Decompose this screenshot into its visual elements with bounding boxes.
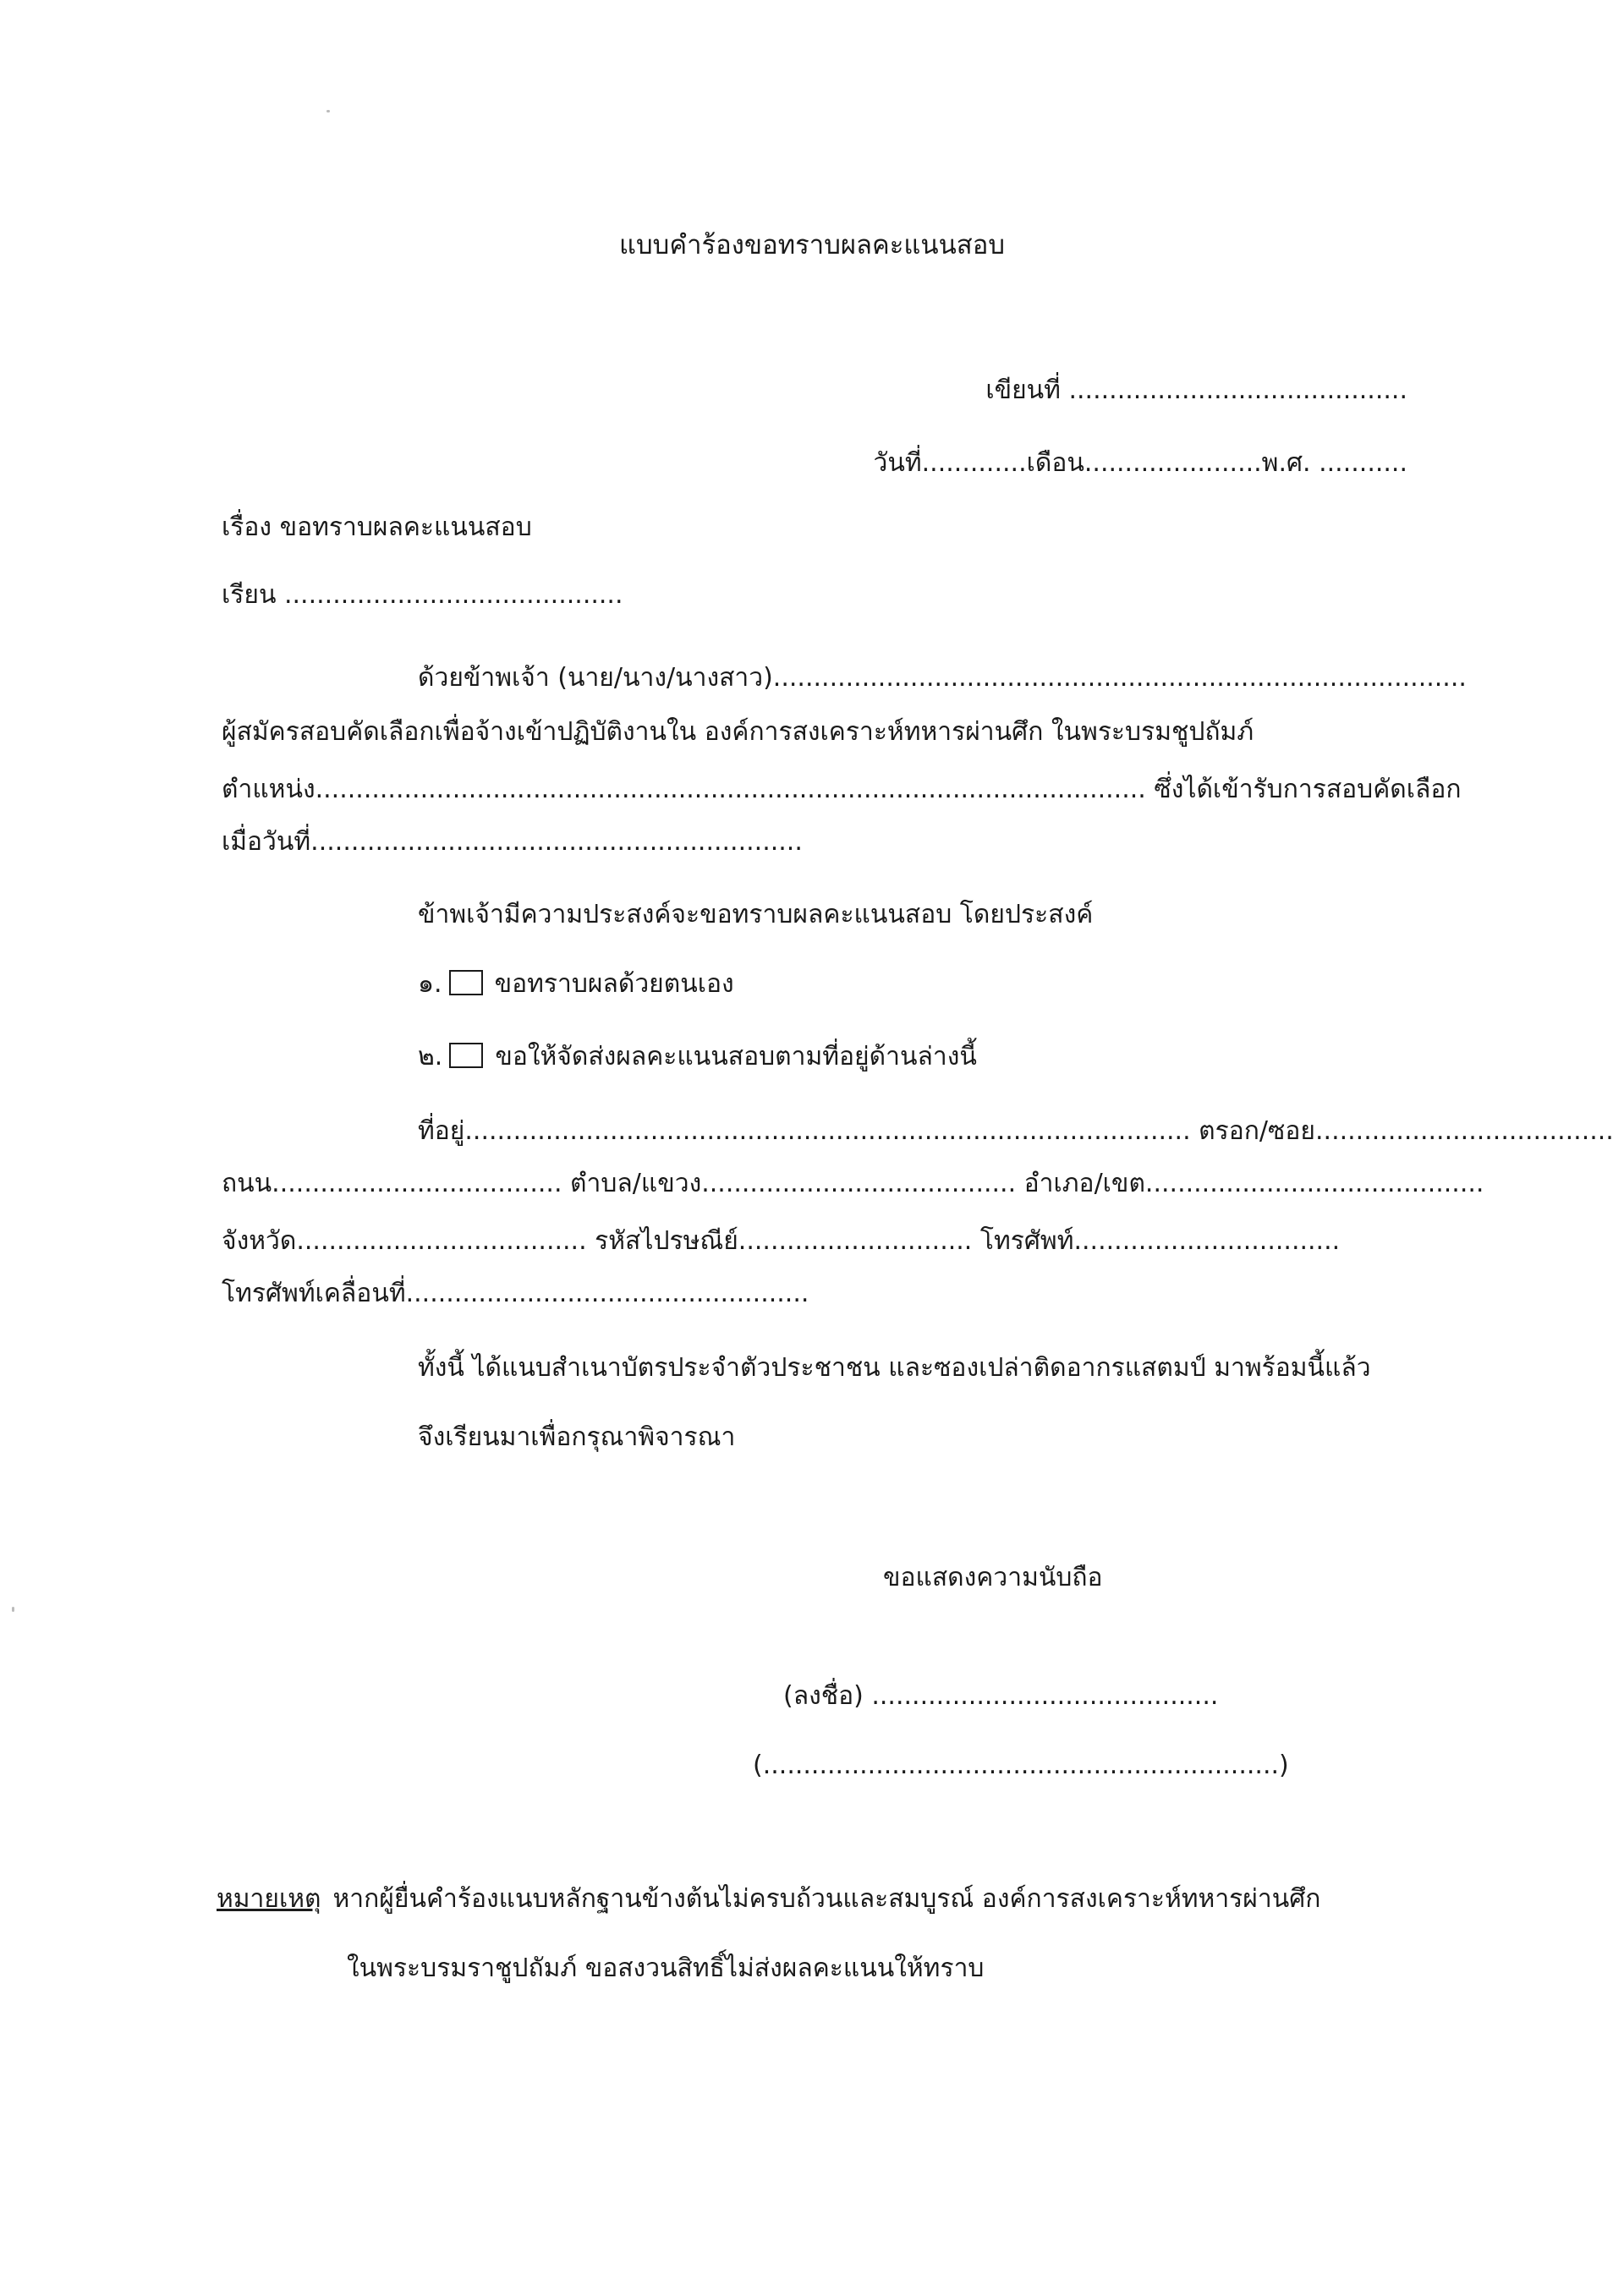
option-self-checkbox[interactable] — [449, 970, 483, 995]
mobile-phone-field[interactable]: โทรศัพท์เคลื่อนที่.................................................. — [222, 1279, 809, 1308]
closing-request: จึงเรียนมาเพื่อกรุณาพิจารณา — [418, 1422, 736, 1452]
road-subdistrict-district-fields[interactable]: ถนน.................................... ตำบล/แขวง....................................... อำเภอ/เขต.......................................... — [222, 1169, 1484, 1198]
address-field[interactable]: ที่อยู่.......................................................................................... ตรอก/ซอย..................................... — [418, 1116, 1614, 1146]
note-line-1 — [217, 1881, 1320, 1918]
exam-date-field[interactable]: เมื่อวันที่............................................................. — [222, 827, 803, 857]
option-label: ขอให้จัดส่งผลคะแนนสอบตามที่อยู่ด้านล่างนี้ — [495, 1042, 977, 1071]
option-self — [418, 966, 734, 1003]
option-number: ๒. — [418, 1042, 443, 1071]
note-label: หมายเหตุ — [217, 1884, 321, 1914]
scan-speck — [12, 1607, 14, 1612]
subject-line: เรื่อง ขอทราบผลคะแนนสอบ — [222, 512, 532, 542]
scan-speck — [326, 110, 330, 112]
note-text-1: หากผู้ยื่นคำร้องแนบหลักฐานข้างต้นไม่ครบถ้วนและสมบูรณ์ องค์การสงเคราะห์ทหารผ่านศึก — [332, 1884, 1321, 1914]
signature-field[interactable]: (ลงชื่อ) ........................................... — [783, 1681, 1219, 1711]
written-at-field[interactable]: เขียนที่ .......................................... — [985, 375, 1407, 405]
to-field[interactable]: เรียน .......................................... — [222, 580, 623, 610]
applicant-statement: ผู้สมัครสอบคัดเลือกเพื่อจ้างเข้าปฏิบัติงานใน องค์การสงเคราะห์ทหารผ่านศึก ในพระบรมชูปถัมภ์ — [222, 717, 1254, 747]
option-number: ๑. — [418, 969, 442, 999]
province-postcode-phone-fields[interactable]: จังหวัด.................................... รหัสไปรษณีย์............................. โทรศัพท์................................. — [222, 1226, 1341, 1256]
attachment-statement: ทั้งนี้ ได้แนบสำเนาบัตรประจำตัวประชาชน และซองเปล่าติดอากรแสตมป์ มาพร้อมนี้แล้ว — [418, 1353, 1371, 1383]
regards-text: ขอแสดงความนับถือ — [883, 1563, 1103, 1592]
form-title: แบบคำร้องขอทราบผลคะแนนสอบ — [619, 230, 1005, 260]
position-field[interactable]: ตำแหน่ง....................................................................................................... ซึ่งได้เข้ารับการสอบคัดเลือก — [222, 775, 1462, 804]
purpose-statement: ข้าพเจ้ามีความประสงค์จะขอทราบผลคะแนนสอบ โดยประสงค์ — [418, 900, 1094, 929]
note-line-2: ในพระบรมราชูปถัมภ์ ขอสงวนสิทธิ์ไม่ส่งผลคะแนนให้ทราบ — [347, 1954, 985, 1983]
applicant-name-field[interactable]: ด้วยข้าพเจ้า (นาย/นาง/นางสาว)...................................................................................... — [418, 663, 1467, 693]
option-mail-checkbox[interactable] — [449, 1043, 483, 1068]
printed-name-field[interactable]: (................................................................) — [753, 1751, 1289, 1780]
option-mail — [418, 1038, 977, 1076]
option-label: ขอทราบผลด้วยตนเอง — [494, 969, 734, 999]
date-field[interactable]: วันที่.............เดือน......................พ.ศ. ........... — [873, 448, 1407, 478]
